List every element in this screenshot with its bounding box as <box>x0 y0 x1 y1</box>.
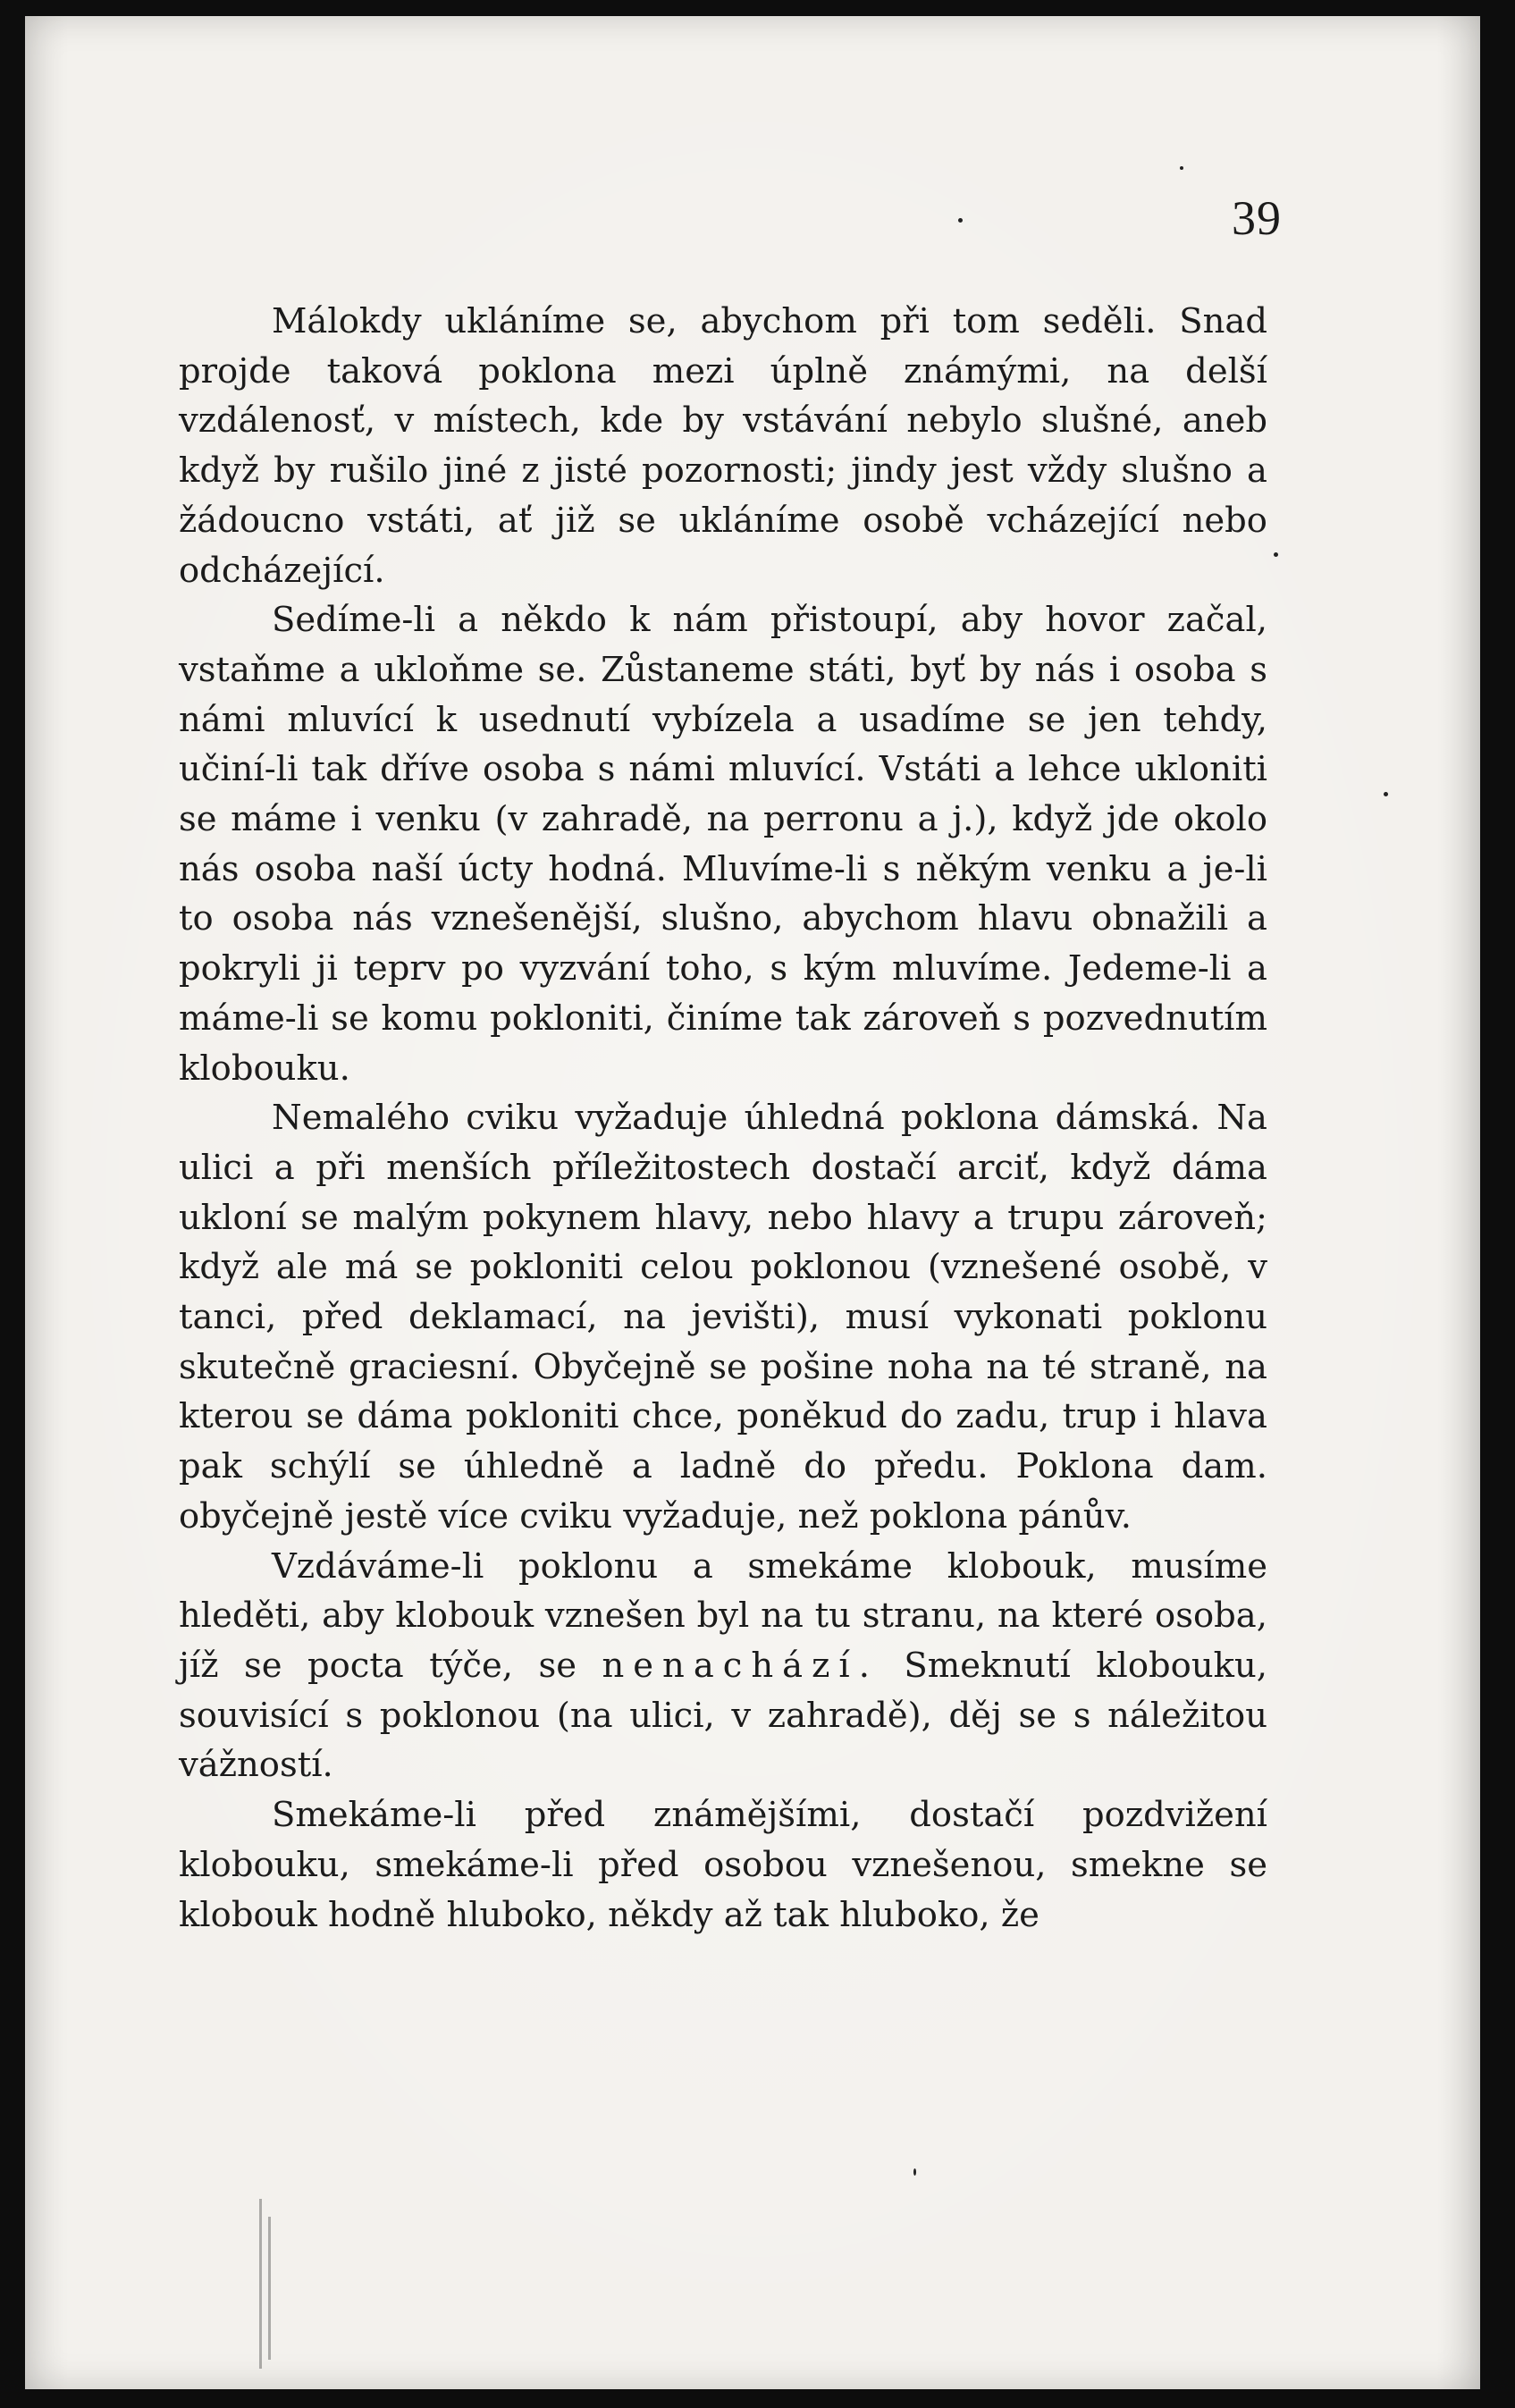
ink-speck <box>1180 166 1183 170</box>
paragraph-1: Málokdy ukláníme se, abychom při tom seděli. Snad projde taková poklona mezi úplně známými, na delší vzdálenosť, v místech, kde by vstávání nebylo slušné, aneb když by rušilo jiné z jisté pozornosti; jindy jest vždy slušno a žádoucno vstáti, ať již se ukláníme osobě vcházející nebo odcházející. <box>179 301 1267 591</box>
paragraph-3: Nemalého cviku vyžaduje úhledná poklona dámská. Na ulici a při menších příležitostech dostačí arciť, když dáma ukloní se malým pokynem hlavy, nebo hlavy a trupu zároveň; když ale má se pokloniti celou poklonou (vznešené osobě, v tanci, před deklamací, na jevišti), musí vykonati poklonu skutečně graciesní. Obyčejně se pošine noha na té straně, na kterou se dáma pokloniti chce, poněkud do zadu, trup i hlava pak schýlí se úhledně a ladně do předu. Poklona dam. obyčejně jestě více cviku vyžaduje, než poklona pánův. <box>179 1098 1267 1537</box>
spaced-emphasis: nenachází. <box>602 1645 879 1686</box>
page-number: 39 <box>1232 191 1282 245</box>
margin-mark <box>268 2217 271 2360</box>
paragraph-2: Sedíme-li a někdo k nám přistoupí, aby hovor začal, vstaňme a ukloňme se. Zůstaneme státi, byť by nás i osoba s námi mluvící k usednutí vybízela a usadíme se jen tehdy, učiní-li tak dříve osoba s námi mluvící. Vstáti a lehce ukloniti se máme i venku (v zahradě, na perronu a j.), když jde okolo nás osoba naší úcty hodná. Mluvíme-li s někým venku a je-li to osoba nás vznešenější, slušno, abychom hlavu obnažili a pokryli ji teprv po vyzvání toho, s kým mluvíme. Jedeme-li a máme-li se komu pokloniti, činíme tak zároveň s pozvednutím klobouku. <box>179 600 1267 1089</box>
ink-speck <box>958 218 963 223</box>
ink-speck <box>1384 792 1388 796</box>
ink-speck <box>913 2168 916 2176</box>
paragraph-4-after: Smeknutí klobouku, souvisící s poklonou (na ulici, v zahradě), děj se s náležitou vážností. <box>179 1645 1268 1786</box>
paragraph-4-before: Vzdáváme-li poklonu a smekáme klobouk, musíme hleděti, aby klobouk vznešen byl na tu stranu, na které osoba, jíž se pocta týče, se <box>179 1545 1267 1686</box>
ink-speck <box>1274 552 1278 557</box>
paragraph-4 <box>179 1542 1267 1791</box>
margin-mark <box>259 2199 262 2369</box>
body-text <box>179 297 1267 1940</box>
paragraph-5: Smekáme-li před známějšími, dostačí pozdvižení klobouku, smekáme-li před osobou vznešenou, smekne se klobouk hodně hluboko, někdy až tak hluboko, že <box>179 1795 1267 1935</box>
